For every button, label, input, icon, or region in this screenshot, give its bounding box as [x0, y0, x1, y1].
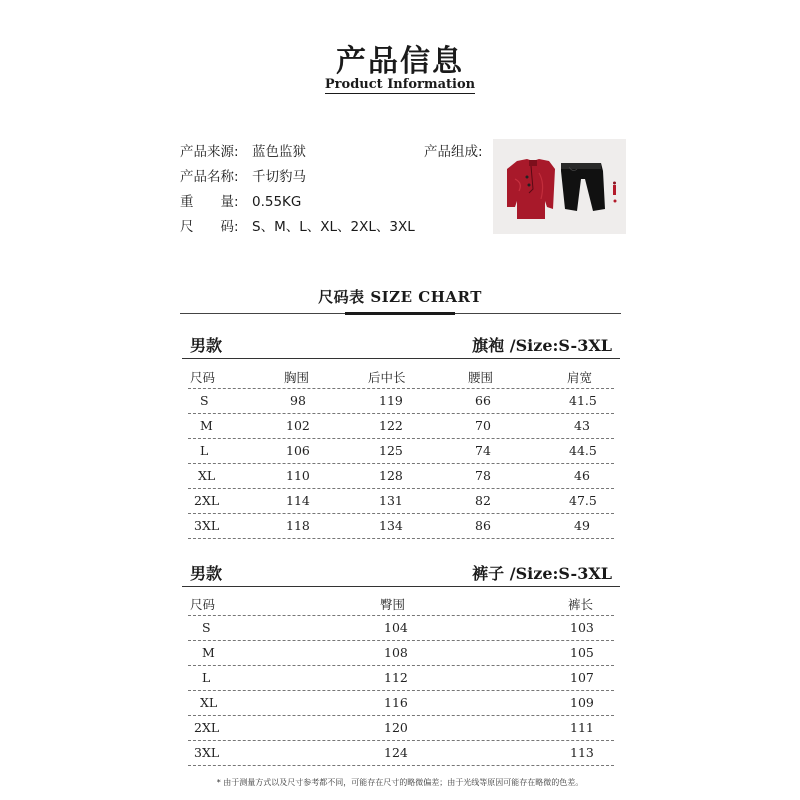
- accessory-illustration: [613, 182, 617, 203]
- table-cell: 3XL: [194, 745, 220, 760]
- table-cell: 86: [475, 518, 491, 533]
- table-cell: 2XL: [194, 720, 220, 735]
- table-header-row: [188, 364, 614, 389]
- table-cell: 112: [384, 670, 408, 685]
- table-header-cell: 腰围: [468, 370, 494, 385]
- table-row: [188, 389, 614, 414]
- table-cell: 106: [286, 443, 310, 458]
- product-photo-illustration: [493, 139, 626, 234]
- table-cell: 124: [384, 745, 408, 760]
- table-row: [188, 414, 614, 439]
- table-row: [188, 691, 614, 716]
- table-cell: 49: [574, 518, 590, 533]
- table-cell: 114: [286, 493, 310, 508]
- table-cell: M: [202, 645, 215, 660]
- table-row: [188, 716, 614, 741]
- size-chart-title: [0, 286, 800, 307]
- table-cell: L: [200, 443, 209, 458]
- table-cell: 43: [574, 418, 590, 433]
- qipao-item-en: /Size:S-3XL: [509, 336, 612, 355]
- table-cell: 103: [570, 620, 594, 635]
- info-source-label: 产品来源:: [180, 144, 239, 160]
- table-cell: 128: [379, 468, 403, 483]
- table-cell: 108: [384, 645, 408, 660]
- table-header-cell: 后中长: [368, 370, 406, 385]
- qipao-size-table: [188, 364, 614, 539]
- footnote: * 由于测量方式以及尺寸参考都不同，可能存在尺寸的略微偏差；由于光线等原因可能存在略微的色差。: [216, 778, 584, 787]
- qipao-item-cn: 旗袍: [472, 336, 505, 355]
- info-name-label: 产品名称:: [180, 169, 239, 185]
- size-chart-divider-accent: [345, 312, 455, 315]
- table-cell: S: [200, 393, 209, 408]
- table-cell: 44.5: [569, 443, 597, 458]
- table-header-cell: 胸围: [284, 370, 310, 385]
- qipao-item-label: [472, 333, 612, 356]
- table-cell: 102: [286, 418, 310, 433]
- info-source: [180, 140, 306, 160]
- pants-item-label: [472, 561, 612, 584]
- qipao-gender-label: 男款: [190, 336, 223, 355]
- table-cell: 70: [475, 418, 491, 433]
- table-row: [188, 741, 614, 766]
- qipao-section-line: [182, 358, 620, 359]
- table-cell: XL: [198, 468, 216, 483]
- composition-label: 产品组成:: [424, 144, 483, 160]
- table-cell: 131: [379, 493, 403, 508]
- table-cell: S: [202, 620, 211, 635]
- table-cell: 109: [570, 695, 594, 710]
- table-cell: 78: [475, 468, 491, 483]
- product-composition-image: [493, 139, 626, 234]
- subtitle-text: Product Information: [324, 77, 476, 92]
- table-cell: 74: [475, 443, 491, 458]
- table-header-cell: 裤长: [568, 597, 594, 612]
- table-header-cell: 肩宽: [567, 370, 593, 385]
- size-chart-title-cn: 尺码表: [318, 288, 365, 306]
- info-size-value: S、M、L、XL、2XL、3XL: [252, 219, 415, 235]
- size-chart-title-en: SIZE CHART: [370, 288, 482, 306]
- table-cell: M: [200, 418, 213, 433]
- table-row: [188, 489, 614, 514]
- pants-item-en: /Size:S-3XL: [509, 564, 612, 583]
- table-cell: 104: [384, 620, 408, 635]
- table-row: [188, 464, 614, 489]
- qipao-top-illustration: [507, 159, 555, 219]
- info-source-value: 蓝色监狱: [252, 144, 306, 160]
- table-header-row: [188, 591, 614, 616]
- table-cell: 105: [570, 645, 594, 660]
- table-cell: 110: [286, 468, 310, 483]
- pants-size-table: [188, 591, 614, 766]
- table-cell: 125: [379, 443, 403, 458]
- table-cell: 119: [379, 393, 403, 408]
- pants-illustration: [561, 163, 605, 211]
- table-row: [188, 641, 614, 666]
- table-cell: 41.5: [569, 393, 597, 408]
- table-cell: 116: [384, 695, 408, 710]
- page-subtitle: [0, 77, 800, 92]
- table-cell: XL: [200, 695, 218, 710]
- info-weight-label: 重 量:: [180, 194, 239, 210]
- table-cell: 134: [379, 518, 403, 533]
- pants-section-line: [182, 586, 620, 587]
- page-title: 产品信息: [336, 44, 464, 79]
- pants-item-cn: 裤子: [472, 564, 505, 583]
- table-row: [188, 666, 614, 691]
- table-cell: L: [202, 670, 211, 685]
- table-cell: 46: [574, 468, 590, 483]
- table-row: [188, 439, 614, 464]
- table-cell: 122: [379, 418, 403, 433]
- info-size-label: 尺 码:: [180, 219, 239, 235]
- info-size: [180, 215, 415, 235]
- table-cell: 107: [570, 670, 594, 685]
- info-name: [180, 165, 306, 185]
- table-header-cell: 尺码: [190, 597, 216, 612]
- table-header-cell: 尺码: [190, 370, 216, 385]
- pants-gender-label: 男款: [190, 564, 223, 583]
- table-header-cell: 臀围: [380, 597, 406, 612]
- table-cell: 111: [570, 720, 594, 735]
- table-row: [188, 514, 614, 539]
- table-cell: 120: [384, 720, 408, 735]
- table-cell: 3XL: [194, 518, 220, 533]
- table-cell: 82: [475, 493, 491, 508]
- info-weight: [180, 190, 301, 210]
- table-cell: 47.5: [569, 493, 597, 508]
- info-weight-value: 0.55KG: [252, 194, 302, 210]
- table-cell: 113: [570, 745, 594, 760]
- table-cell: 2XL: [194, 493, 220, 508]
- table-cell: 118: [286, 518, 310, 533]
- table-cell: 98: [290, 393, 306, 408]
- table-cell: 66: [475, 393, 491, 408]
- info-name-value: 千切豹马: [252, 169, 306, 185]
- table-row: [188, 616, 614, 641]
